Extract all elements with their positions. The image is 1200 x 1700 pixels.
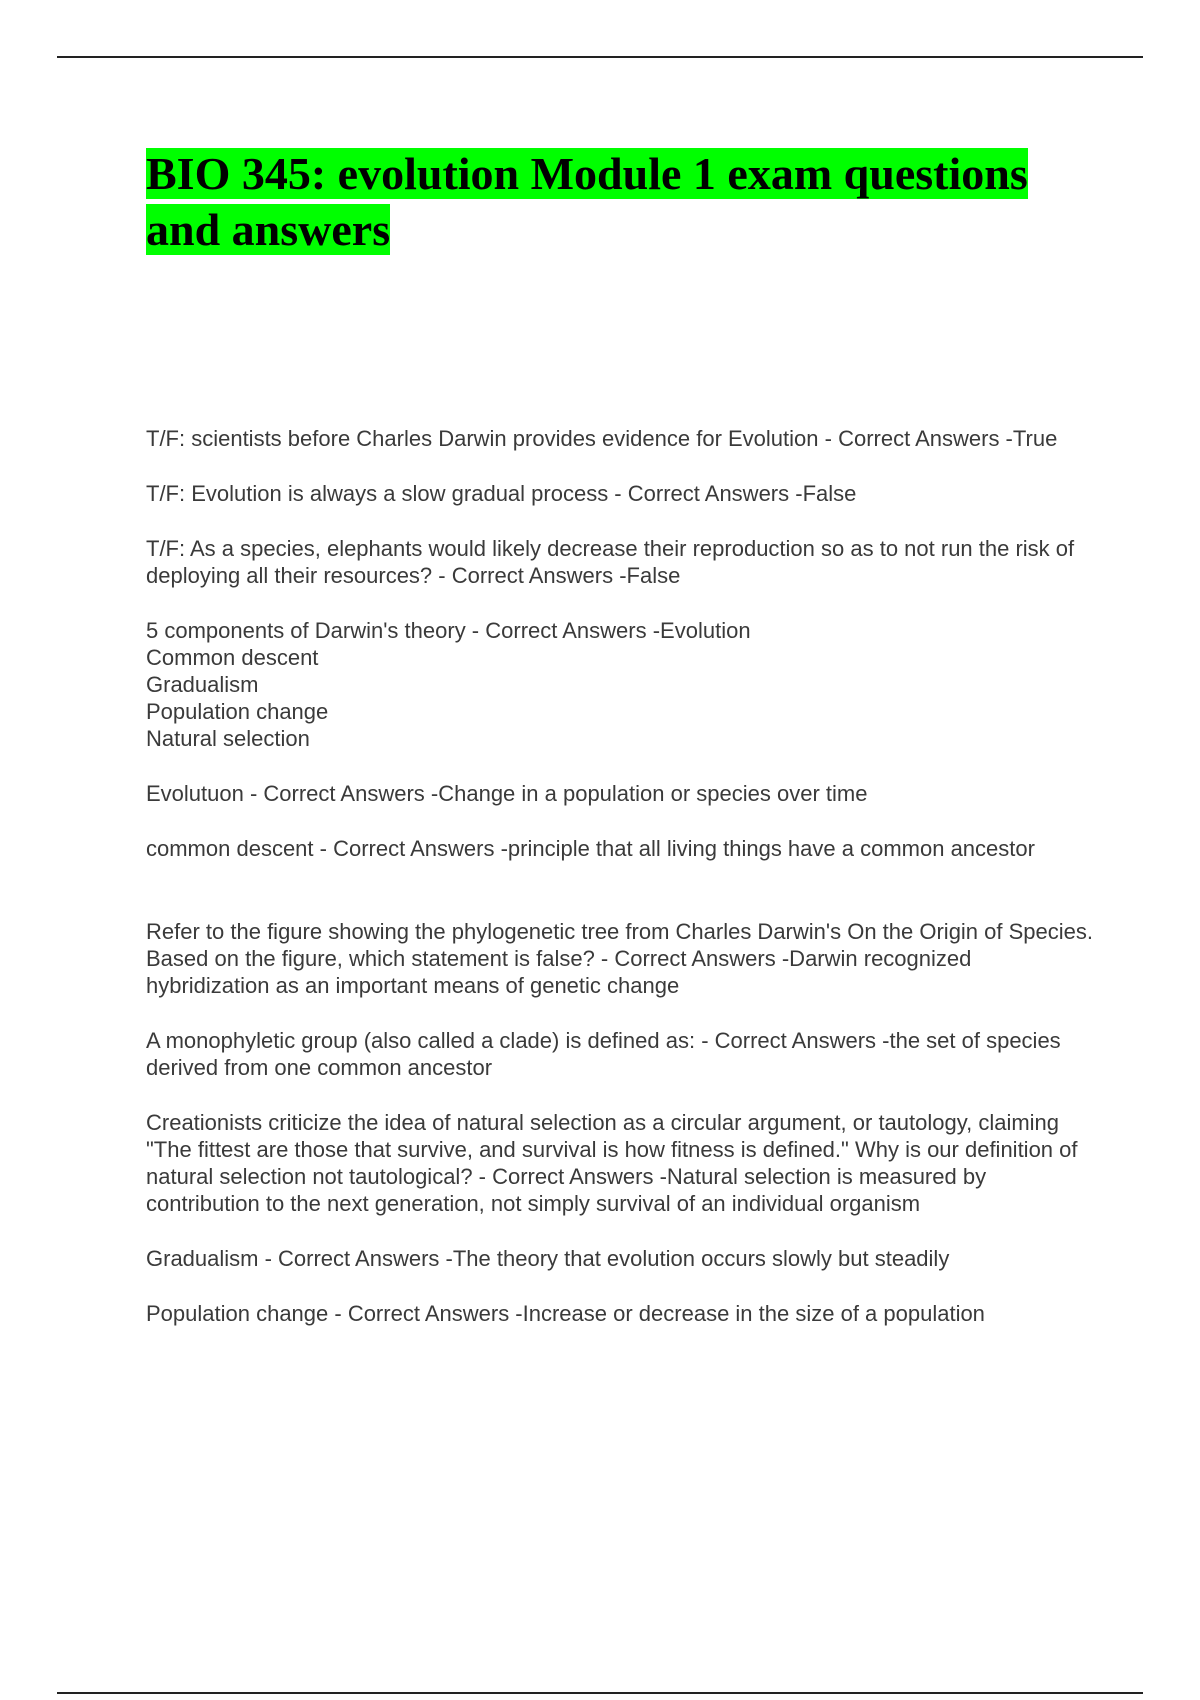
qa-item: Population change - Correct Answers -Increase or decrease in the size of a population — [146, 1301, 985, 1326]
qa-item: common descent - Correct Answers -principle that all living things have a common ancestor — [146, 836, 1035, 861]
qa-item: T/F: Evolution is always a slow gradual process - Correct Answers -False — [146, 481, 857, 506]
qa-item: T/F: scientists before Charles Darwin provides evidence for Evolution - Correct Answers -True — [146, 426, 1058, 451]
document-title — [146, 146, 1106, 258]
top-rule — [57, 56, 1143, 58]
bottom-rule — [57, 1692, 1143, 1694]
title-highlight: BIO 345: evolution Module 1 exam questions and answers — [146, 148, 1028, 255]
qa-item: Refer to the figure showing the phylogenetic tree from Charles Darwin's On the Origin of Species. Based on the figure, which statement is false? - Correct Answers -Darwin recognized hybridization as an important means of genetic change — [146, 919, 1093, 998]
title-block — [146, 146, 1106, 258]
qa-item: Gradualism - Correct Answers -The theory that evolution occurs slowly but steadily — [146, 1246, 950, 1271]
qa-item: Evolutuon - Correct Answers -Change in a population or species over time — [146, 781, 868, 806]
qa-item: T/F: As a species, elephants would likely decrease their reproduction so as to not run the risk of deploying all their resources? - Correct Answers -False — [146, 536, 1075, 588]
qa-item: A monophyletic group (also called a clade) is defined as: - Correct Answers -the set of species derived from one common ancestor — [146, 1028, 1061, 1080]
qa-item: Creationists criticize the idea of natural selection as a circular argument, or tautology, claiming "The fittest are those that survive, and survival is how fitness is defined." Why is our definition of natural selection not tautological? - Correct Answers -Natural selection is measured by contribution to the next generation, not simply survival of an individual organism — [146, 1110, 1078, 1216]
qa-item: 5 components of Darwin's theory - Correct Answers -Evolution Common descent Gradualism Population change Natural selection — [146, 618, 751, 751]
qa-list — [146, 425, 1096, 1327]
